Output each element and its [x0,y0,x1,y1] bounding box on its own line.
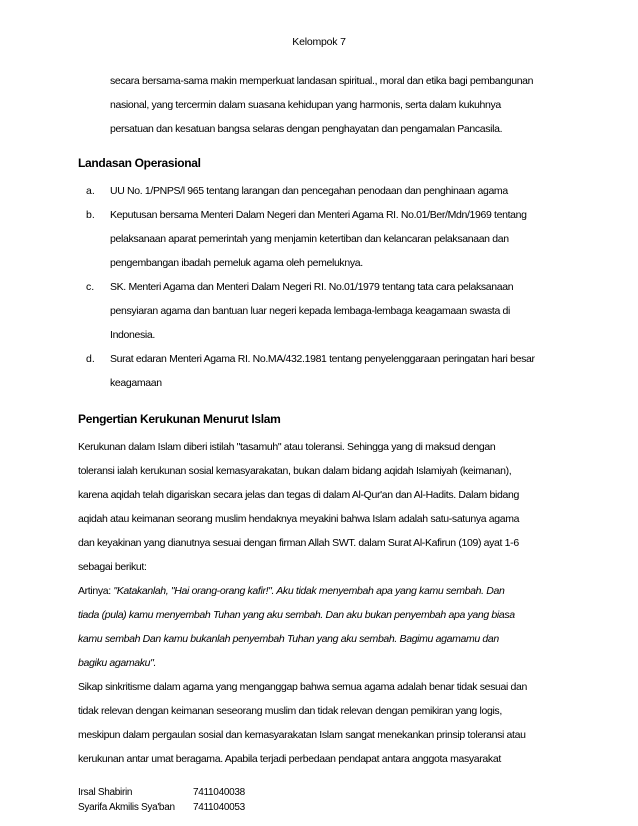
paragraph-line: kerukunan antar umat beragama. Apabila terjadi perbedaan pendapat antara anggota masyarakat [78,753,501,765]
paragraph-line: meskipun dalam pergaulan sosial dan kemasyarakatan Islam sangat menekankan prinsip toleransi atau [78,729,526,741]
paragraph-line: Sikap sinkritisme dalam agama yang menganggap bahwa semua agama adalah benar tidak sesuai dan [78,681,527,693]
intro-line: persatuan dan kesatuan bangsa selaras dengan penghayatan dan pengamalan Pancasila. [110,123,503,135]
list-item-line: pelaksanaan aparat pemerintah yang menjamin ketertiban dan kelancaran pelaksanaan dan [110,233,509,245]
list-item-line: UU No. 1/PNPS/l 965 tentang larangan dan pencegahan penodaan dan penghinaan agama [110,185,508,197]
paragraph-line: karena aqidah telah digariskan secara jelas dan tegas di dalam Al-Qur'an dan Al-Hadits. Dalam bidang [78,489,519,501]
translation-label: Artinya: [78,585,114,597]
paragraph-line: aqidah atau keimanan seorang muslim hendaknya meyakini bahwa Islam adalah satu-satunya agama [78,513,520,525]
intro-line: secara bersama-sama makin memperkuat landasan spiritual., moral dan etika bagi pembangunan [110,75,534,87]
section-heading: Landasan Operasional [78,156,201,170]
paragraph-line: tidak relevan dengan keimanan seseorang muslim dan tidak relevan dengan pemikiran yang logis, [78,705,502,717]
list-marker: c. [86,281,95,293]
list-marker: d. [86,353,95,365]
list-item-line: pensyiaran agama dan bantuan luar negeri kepada lembaga-lembaga keagamaan swasta di [110,305,510,317]
list-item-line: SK. Menteri Agama dan Menteri Dalam Negeri RI. No.01/1979 tentang tata cara pelaksanaan [110,281,514,293]
paragraph-line: toleransi ialah kerukunan sosial kemasyarakatan, bukan dalam bidang aqidah Islamiyah (keimanan), [78,465,512,477]
list-item-line: keagamaan [110,377,162,389]
footer-member [78,801,245,815]
paragraph-line: sebagai berikut: [78,561,147,573]
footer-member [78,786,245,800]
list-marker: b. [86,209,95,221]
page-header: Kelompok 7 [292,36,346,48]
translation-line [78,584,505,598]
paragraph-line: Kerukunan dalam Islam diberi istilah "tasamuh" atau toleransi. Sehingga yang di maksud dengan [78,441,496,453]
list-item-line: pengembangan ibadah pemeluk agama oleh pemeluknya. [110,257,363,269]
member-name: Irsal Shabirin [78,787,133,798]
translation-line: kamu sembah Dan kamu bukanlah penyembah Tuhan yang aku sembah. Bagimu agamamu dan [78,633,499,645]
member-nim: 7411040038 [193,787,245,798]
translation-text: "Katakanlah, "Hai orang-orang kafir!". Aku tidak menyembah apa yang kamu sembah. Dan [113,585,505,597]
intro-line: nasional, yang tercermin dalam suasana kehidupan yang harmonis, serta dalam kukuhnya [110,99,501,111]
list-item-line: Keputusan bersama Menteri Dalam Negeri dan Menteri Agama RI. No.01/Ber/Mdn/1969 tentang [110,209,527,221]
member-name: Syarifa Akmilis Sya'ban [78,802,175,813]
list-item-line: Indonesia. [110,329,155,341]
translation-line: tiada (pula) kamu menyembah Tuhan yang aku sembah. Dan aku bukan penyembah apa yang biasa [78,609,515,621]
paragraph-line: dan keyakinan yang dianutnya sesuai dengan firman Allah SWT. dalam Surat Al-Kafirun (109) ayat 1-6 [78,537,519,549]
list-item-line: Surat edaran Menteri Agama RI. No.MA/432.1981 tentang penyelenggaraan peringatan hari besar [110,353,535,365]
translation-line: bagiku agamaku". [78,657,157,669]
list-marker: a. [86,185,95,197]
member-nim: 7411040053 [193,802,245,813]
section-heading: Pengertian Kerukunan Menurut Islam [78,412,281,426]
